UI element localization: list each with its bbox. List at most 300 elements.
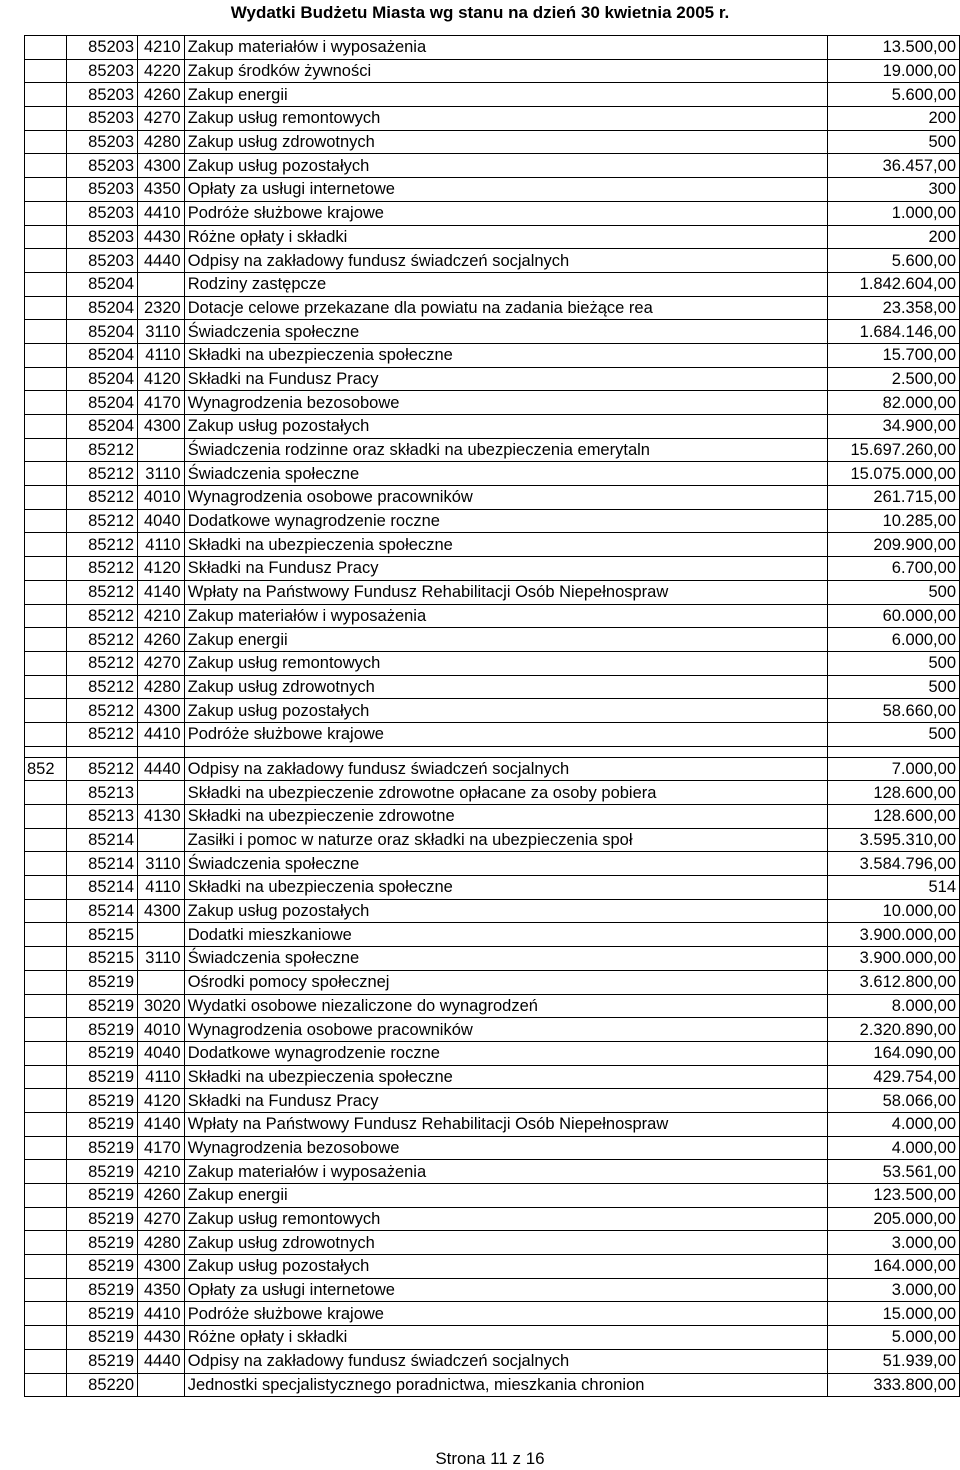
nazwa-cell: Wydatki osobowe niezaliczone do wynagrodzeń <box>184 994 827 1018</box>
table-row <box>25 107 960 131</box>
nazwa-cell: Zakup usług zdrowotnych <box>184 675 827 699</box>
rozdzial-cell: 85204 <box>66 320 137 344</box>
nazwa-cell: Zakup usług remontowych <box>184 107 827 131</box>
nazwa-cell: Rodziny zastępcze <box>184 272 827 296</box>
dzial-cell <box>25 249 67 273</box>
rozdzial-cell: 85214 <box>66 828 137 852</box>
table-row <box>25 1065 960 1089</box>
table-row <box>25 699 960 723</box>
dzial-cell <box>25 1112 67 1136</box>
rozdzial-cell: 85212 <box>66 651 137 675</box>
kwota-cell: 8.000,00 <box>828 994 960 1018</box>
table-gap-row <box>25 746 960 757</box>
dzial-cell <box>25 343 67 367</box>
kwota-cell: 3.612.800,00 <box>828 970 960 994</box>
nazwa-cell: Wynagrodzenia osobowe pracowników <box>184 1018 827 1042</box>
table-row <box>25 1018 960 1042</box>
kwota-cell: 3.000,00 <box>828 1278 960 1302</box>
nazwa-cell: Składki na ubezpieczenia społeczne <box>184 1065 827 1089</box>
table-row <box>25 994 960 1018</box>
paragraf-cell: 4170 <box>138 391 185 415</box>
nazwa-cell: Dodatkowe wynagrodzenie roczne <box>184 1041 827 1065</box>
rozdzial-cell: 85212 <box>66 438 137 462</box>
rozdzial-cell: 85219 <box>66 1326 137 1350</box>
kwota-cell <box>828 746 960 757</box>
nazwa-cell: Dotacje celowe przekazane dla powiatu na zadania bieżące rea <box>184 296 827 320</box>
nazwa-cell: Składki na ubezpieczenie zdrowotne <box>184 805 827 829</box>
rozdzial-cell: 85203 <box>66 83 137 107</box>
page-title: Wydatki Budżetu Miasta wg stanu na dzień 30 kwietnia 2005 r. <box>230 3 730 22</box>
nazwa-cell: Składki na Fundusz Pracy <box>184 557 827 581</box>
dzial-cell <box>25 154 67 178</box>
dzial-cell <box>25 1136 67 1160</box>
kwota-cell: 10.285,00 <box>828 509 960 533</box>
rozdzial-cell: 85219 <box>66 1018 137 1042</box>
nazwa-cell: Opłaty za usługi internetowe <box>184 1278 827 1302</box>
nazwa-cell: Zasiłki i pomoc w naturze oraz składki na ubezpieczenia społ <box>184 828 827 852</box>
nazwa-cell: Zakup energii <box>184 628 827 652</box>
kwota-cell: 2.500,00 <box>828 367 960 391</box>
table-row <box>25 391 960 415</box>
paragraf-cell: 4300 <box>138 154 185 178</box>
dzial-cell <box>25 462 67 486</box>
dzial-cell <box>25 1231 67 1255</box>
kwota-cell: 15.075.000,00 <box>828 462 960 486</box>
kwota-cell: 300 <box>828 178 960 202</box>
nazwa-cell: Świadczenia społeczne <box>184 320 827 344</box>
paragraf-cell: 4260 <box>138 628 185 652</box>
kwota-cell: 500 <box>828 580 960 604</box>
paragraf-cell: 4130 <box>138 805 185 829</box>
nazwa-cell: Świadczenia społeczne <box>184 947 827 971</box>
paragraf-cell: 4430 <box>138 1326 185 1350</box>
table-row <box>25 130 960 154</box>
rozdzial-cell: 85212 <box>66 628 137 652</box>
table-row <box>25 59 960 83</box>
rozdzial-cell: 85220 <box>66 1373 137 1397</box>
nazwa-cell: Jednostki specjalistycznego poradnictwa, mieszkania chronion <box>184 1373 827 1397</box>
kwota-cell: 4.000,00 <box>828 1112 960 1136</box>
paragraf-cell: 4280 <box>138 130 185 154</box>
rozdzial-cell: 85214 <box>66 876 137 900</box>
table-row <box>25 320 960 344</box>
table-row <box>25 83 960 107</box>
dzial-cell <box>25 1089 67 1113</box>
rozdzial-cell: 85219 <box>66 994 137 1018</box>
nazwa-cell: Podróże służbowe krajowe <box>184 722 827 746</box>
rozdzial-cell: 85203 <box>66 154 137 178</box>
paragraf-cell: 2320 <box>138 296 185 320</box>
kwota-cell: 200 <box>828 225 960 249</box>
paragraf-cell: 4350 <box>138 1278 185 1302</box>
nazwa-cell: Zakup usług pozostałych <box>184 699 827 723</box>
dzial-cell <box>25 107 67 131</box>
nazwa-cell: Zakup usług pozostałych <box>184 1255 827 1279</box>
table-row <box>25 828 960 852</box>
table-row <box>25 923 960 947</box>
paragraf-cell: 4270 <box>138 651 185 675</box>
kwota-cell: 123.500,00 <box>828 1184 960 1208</box>
rozdzial-cell: 85219 <box>66 1349 137 1373</box>
paragraf-cell: 4010 <box>138 1018 185 1042</box>
paragraf-cell: 4270 <box>138 107 185 131</box>
paragraf-cell: 4170 <box>138 1136 185 1160</box>
rozdzial-cell: 85219 <box>66 1065 137 1089</box>
dzial-cell <box>25 130 67 154</box>
kwota-cell: 19.000,00 <box>828 59 960 83</box>
dzial-cell <box>25 1278 67 1302</box>
table-row <box>25 1326 960 1350</box>
table-row <box>25 805 960 829</box>
paragraf-cell: 4440 <box>138 1349 185 1373</box>
dzial-cell <box>25 201 67 225</box>
kwota-cell: 10.000,00 <box>828 899 960 923</box>
paragraf-cell: 4300 <box>138 1255 185 1279</box>
nazwa-cell: Dodatkowe wynagrodzenie roczne <box>184 509 827 533</box>
dzial-cell <box>25 1373 67 1397</box>
table-row <box>25 272 960 296</box>
dzial-cell <box>25 1018 67 1042</box>
paragraf-cell: 4010 <box>138 486 185 510</box>
paragraf-cell: 4410 <box>138 1302 185 1326</box>
table-row <box>25 415 960 439</box>
kwota-cell: 3.595.310,00 <box>828 828 960 852</box>
dzial-cell <box>25 1326 67 1350</box>
rozdzial-cell: 85212 <box>66 533 137 557</box>
rozdzial-cell: 85203 <box>66 36 137 60</box>
dzial-cell <box>25 746 67 757</box>
dzial-cell <box>25 675 67 699</box>
kwota-cell: 500 <box>828 722 960 746</box>
paragraf-cell: 4140 <box>138 580 185 604</box>
dzial-cell <box>25 59 67 83</box>
rozdzial-cell: 85212 <box>66 604 137 628</box>
paragraf-cell: 4210 <box>138 1160 185 1184</box>
dzial-cell <box>25 1065 67 1089</box>
nazwa-cell: Składki na Fundusz Pracy <box>184 1089 827 1113</box>
paragraf-cell: 4410 <box>138 201 185 225</box>
paragraf-cell: 3020 <box>138 994 185 1018</box>
paragraf-cell <box>138 438 185 462</box>
rozdzial-cell: 85212 <box>66 757 137 781</box>
kwota-cell: 34.900,00 <box>828 415 960 439</box>
kwota-cell: 164.090,00 <box>828 1041 960 1065</box>
paragraf-cell: 3110 <box>138 947 185 971</box>
table-row <box>25 343 960 367</box>
kwota-cell: 82.000,00 <box>828 391 960 415</box>
dzial-cell <box>25 580 67 604</box>
rozdzial-cell: 85219 <box>66 1136 137 1160</box>
dzial-cell <box>25 1160 67 1184</box>
kwota-cell: 500 <box>828 675 960 699</box>
dzial-cell <box>25 1255 67 1279</box>
paragraf-cell <box>138 923 185 947</box>
nazwa-cell: Dodatki mieszkaniowe <box>184 923 827 947</box>
kwota-cell: 261.715,00 <box>828 486 960 510</box>
table-row <box>25 225 960 249</box>
table-row <box>25 604 960 628</box>
dzial-cell <box>25 899 67 923</box>
dzial-cell <box>25 628 67 652</box>
dzial-cell <box>25 533 67 557</box>
paragraf-cell: 4280 <box>138 675 185 699</box>
table-row <box>25 462 960 486</box>
rozdzial-cell: 85219 <box>66 1089 137 1113</box>
table-row <box>25 1349 960 1373</box>
rozdzial-cell: 85219 <box>66 1184 137 1208</box>
nazwa-cell: Świadczenia społeczne <box>184 852 827 876</box>
nazwa-cell: Różne opłaty i składki <box>184 1326 827 1350</box>
paragraf-cell <box>138 828 185 852</box>
table-row <box>25 1302 960 1326</box>
rozdzial-cell: 85203 <box>66 178 137 202</box>
paragraf-cell: 4260 <box>138 83 185 107</box>
paragraf-cell: 4110 <box>138 343 185 367</box>
table-row <box>25 628 960 652</box>
dzial-cell <box>25 509 67 533</box>
page-number: Strona 11 z 16 <box>435 1449 545 1468</box>
rozdzial-cell: 85219 <box>66 1160 137 1184</box>
nazwa-cell: Świadczenia rodzinne oraz składki na ubezpieczenia emerytaln <box>184 438 827 462</box>
nazwa-cell: Zakup energii <box>184 83 827 107</box>
dzial-cell: 852 <box>25 757 67 781</box>
table-row <box>25 781 960 805</box>
dzial-cell <box>25 651 67 675</box>
dzial-cell <box>25 923 67 947</box>
table-row <box>25 1160 960 1184</box>
table-row <box>25 876 960 900</box>
dzial-cell <box>25 781 67 805</box>
rozdzial-cell: 85219 <box>66 1302 137 1326</box>
kwota-cell: 5.600,00 <box>828 249 960 273</box>
nazwa-cell: Świadczenia społeczne <box>184 462 827 486</box>
nazwa-cell: Zakup materiałów i wyposażenia <box>184 604 827 628</box>
rozdzial-cell: 85203 <box>66 130 137 154</box>
nazwa-cell: Składki na ubezpieczenia społeczne <box>184 343 827 367</box>
paragraf-cell <box>138 970 185 994</box>
table-row <box>25 970 960 994</box>
rozdzial-cell: 85212 <box>66 462 137 486</box>
table-row <box>25 486 960 510</box>
paragraf-cell: 4270 <box>138 1207 185 1231</box>
kwota-cell: 23.358,00 <box>828 296 960 320</box>
rozdzial-cell: 85215 <box>66 947 137 971</box>
table-row <box>25 36 960 60</box>
nazwa-cell <box>184 746 827 757</box>
kwota-cell: 58.660,00 <box>828 699 960 723</box>
rozdzial-cell: 85219 <box>66 1041 137 1065</box>
paragraf-cell <box>138 1373 185 1397</box>
kwota-cell: 60.000,00 <box>828 604 960 628</box>
rozdzial-cell: 85204 <box>66 343 137 367</box>
table-row <box>25 852 960 876</box>
table-row <box>25 201 960 225</box>
dzial-cell <box>25 604 67 628</box>
nazwa-cell: Składki na ubezpieczenia społeczne <box>184 533 827 557</box>
paragraf-cell <box>138 746 185 757</box>
dzial-cell <box>25 970 67 994</box>
nazwa-cell: Odpisy na zakładowy fundusz świadczeń socjalnych <box>184 757 827 781</box>
nazwa-cell: Odpisy na zakładowy fundusz świadczeń socjalnych <box>184 249 827 273</box>
rozdzial-cell: 85219 <box>66 1207 137 1231</box>
kwota-cell: 128.600,00 <box>828 781 960 805</box>
dzial-cell <box>25 272 67 296</box>
dzial-cell <box>25 994 67 1018</box>
rozdzial-cell: 85214 <box>66 899 137 923</box>
kwota-cell: 333.800,00 <box>828 1373 960 1397</box>
nazwa-cell: Zakup usług remontowych <box>184 651 827 675</box>
kwota-cell: 429.754,00 <box>828 1065 960 1089</box>
table-row <box>25 899 960 923</box>
nazwa-cell: Zakup usług zdrowotnych <box>184 130 827 154</box>
dzial-cell <box>25 320 67 344</box>
dzial-cell <box>25 557 67 581</box>
nazwa-cell: Podróże służbowe krajowe <box>184 1302 827 1326</box>
dzial-cell <box>25 947 67 971</box>
paragraf-cell: 3110 <box>138 462 185 486</box>
kwota-cell: 1.684.146,00 <box>828 320 960 344</box>
rozdzial-cell: 85203 <box>66 249 137 273</box>
paragraf-cell: 4120 <box>138 557 185 581</box>
dzial-cell <box>25 852 67 876</box>
table-row <box>25 1112 960 1136</box>
nazwa-cell: Składki na ubezpieczenie zdrowotne opłacane za osoby pobiera <box>184 781 827 805</box>
kwota-cell: 200 <box>828 107 960 131</box>
kwota-cell: 3.584.796,00 <box>828 852 960 876</box>
table-row <box>25 557 960 581</box>
dzial-cell <box>25 1207 67 1231</box>
kwota-cell: 36.457,00 <box>828 154 960 178</box>
paragraf-cell: 4140 <box>138 1112 185 1136</box>
kwota-cell: 3.000,00 <box>828 1231 960 1255</box>
kwota-cell: 3.900.000,00 <box>828 947 960 971</box>
paragraf-cell: 4210 <box>138 36 185 60</box>
paragraf-cell: 4440 <box>138 757 185 781</box>
kwota-cell: 5.000,00 <box>828 1326 960 1350</box>
kwota-cell: 1.000,00 <box>828 201 960 225</box>
dzial-cell <box>25 83 67 107</box>
rozdzial-cell: 85203 <box>66 201 137 225</box>
paragraf-cell: 3110 <box>138 852 185 876</box>
dzial-cell <box>25 367 67 391</box>
table-row <box>25 178 960 202</box>
table-row <box>25 509 960 533</box>
rozdzial-cell: 85204 <box>66 296 137 320</box>
dzial-cell <box>25 296 67 320</box>
budget-table <box>24 35 960 1397</box>
kwota-cell: 15.697.260,00 <box>828 438 960 462</box>
paragraf-cell: 4300 <box>138 415 185 439</box>
nazwa-cell: Zakup usług remontowych <box>184 1207 827 1231</box>
dzial-cell <box>25 722 67 746</box>
kwota-cell: 15.700,00 <box>828 343 960 367</box>
kwota-cell: 3.900.000,00 <box>828 923 960 947</box>
table-row <box>25 1041 960 1065</box>
paragraf-cell: 4440 <box>138 249 185 273</box>
paragraf-cell: 4210 <box>138 604 185 628</box>
dzial-cell <box>25 178 67 202</box>
kwota-cell: 15.000,00 <box>828 1302 960 1326</box>
dzial-cell <box>25 438 67 462</box>
table-row <box>25 1184 960 1208</box>
table-row <box>25 533 960 557</box>
dzial-cell <box>25 486 67 510</box>
paragraf-cell <box>138 272 185 296</box>
paragraf-cell: 4280 <box>138 1231 185 1255</box>
dzial-cell <box>25 1349 67 1373</box>
rozdzial-cell: 85204 <box>66 367 137 391</box>
kwota-cell: 58.066,00 <box>828 1089 960 1113</box>
table-row <box>25 154 960 178</box>
nazwa-cell: Wynagrodzenia bezosobowe <box>184 391 827 415</box>
table-row <box>25 367 960 391</box>
nazwa-cell: Zakup usług pozostałych <box>184 899 827 923</box>
dzial-cell <box>25 828 67 852</box>
kwota-cell: 6.000,00 <box>828 628 960 652</box>
rozdzial-cell: 85204 <box>66 391 137 415</box>
nazwa-cell: Zakup materiałów i wyposażenia <box>184 1160 827 1184</box>
rozdzial-cell: 85215 <box>66 923 137 947</box>
table-row <box>25 1373 960 1397</box>
nazwa-cell: Zakup usług pozostałych <box>184 415 827 439</box>
dzial-cell <box>25 1302 67 1326</box>
nazwa-cell: Składki na ubezpieczenia społeczne <box>184 876 827 900</box>
rozdzial-cell: 85204 <box>66 272 137 296</box>
rozdzial-cell: 85203 <box>66 225 137 249</box>
kwota-cell: 6.700,00 <box>828 557 960 581</box>
nazwa-cell: Wynagrodzenia bezosobowe <box>184 1136 827 1160</box>
table-row <box>25 1231 960 1255</box>
dzial-cell <box>25 699 67 723</box>
rozdzial-cell: 85212 <box>66 486 137 510</box>
rozdzial-cell: 85203 <box>66 59 137 83</box>
table-row <box>25 438 960 462</box>
table-row <box>25 1207 960 1231</box>
table-row <box>25 947 960 971</box>
paragraf-cell: 4110 <box>138 533 185 557</box>
rozdzial-cell: 85214 <box>66 852 137 876</box>
rozdzial-cell: 85219 <box>66 1231 137 1255</box>
kwota-cell: 500 <box>828 651 960 675</box>
rozdzial-cell: 85219 <box>66 1255 137 1279</box>
kwota-cell: 500 <box>828 130 960 154</box>
table-row <box>25 757 960 781</box>
rozdzial-cell: 85212 <box>66 509 137 533</box>
dzial-cell <box>25 1041 67 1065</box>
table-row <box>25 296 960 320</box>
nazwa-cell: Ośrodki pomocy społecznej <box>184 970 827 994</box>
paragraf-cell: 4040 <box>138 1041 185 1065</box>
rozdzial-cell: 85204 <box>66 415 137 439</box>
table-row <box>25 1255 960 1279</box>
rozdzial-cell: 85219 <box>66 1112 137 1136</box>
dzial-cell <box>25 391 67 415</box>
kwota-cell: 209.900,00 <box>828 533 960 557</box>
nazwa-cell: Wpłaty na Państwowy Fundusz Rehabilitacji Osób Niepełnospraw <box>184 1112 827 1136</box>
table-row <box>25 1089 960 1113</box>
paragraf-cell: 4220 <box>138 59 185 83</box>
nazwa-cell: Składki na Fundusz Pracy <box>184 367 827 391</box>
nazwa-cell: Zakup usług zdrowotnych <box>184 1231 827 1255</box>
paragraf-cell: 4040 <box>138 509 185 533</box>
rozdzial-cell: 85212 <box>66 580 137 604</box>
paragraf-cell: 4300 <box>138 699 185 723</box>
dzial-cell <box>25 415 67 439</box>
paragraf-cell: 4110 <box>138 1065 185 1089</box>
paragraf-cell: 4410 <box>138 722 185 746</box>
table-row <box>25 1136 960 1160</box>
rozdzial-cell: 85212 <box>66 557 137 581</box>
